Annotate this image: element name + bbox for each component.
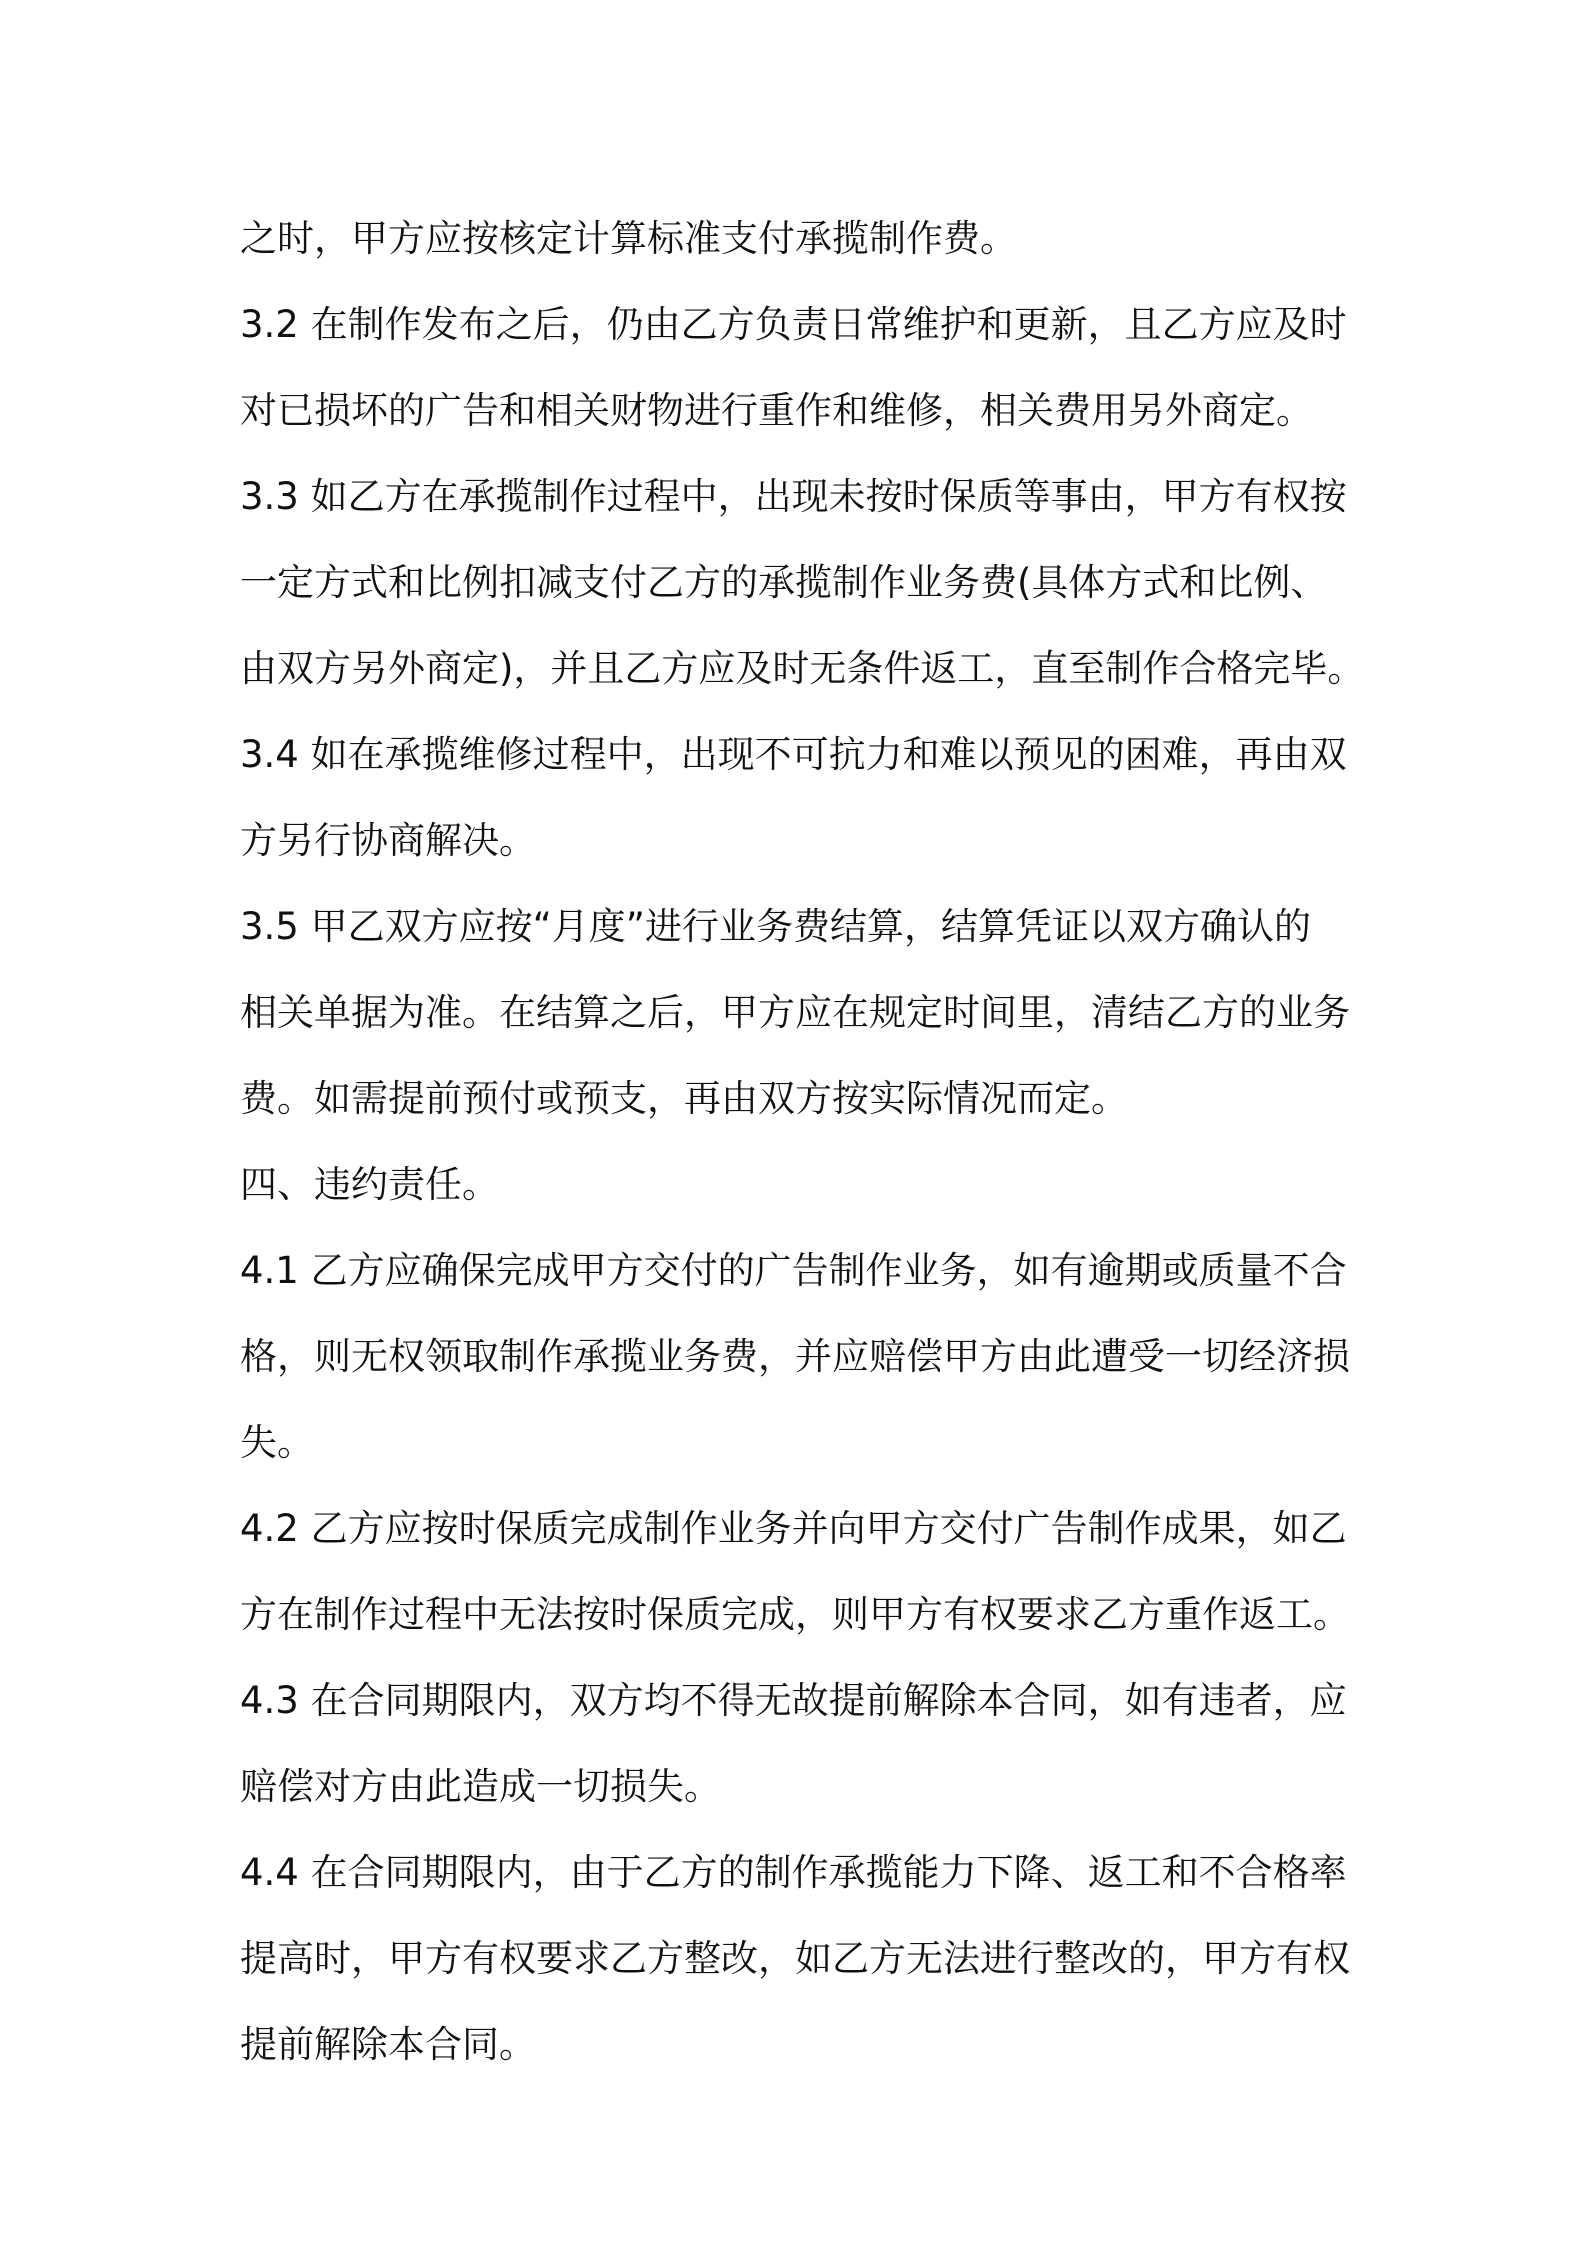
text-line-10: 相关单据为准。在结算之后，甲方应在规定时间里，清结乙方的业务 [240,991,1350,1034]
text-line-16: 4.2 乙方应按时保质完成制作业务并向甲方交付广告制作成果，如乙 [240,1507,1347,1550]
text-line-22: 提前解除本合同。 [240,2023,536,2066]
text-line-9: 3.5 甲乙双方应按“月度”进行业务费结算，结算凭证以双方确认的 [240,905,1311,948]
text-line-19: 赔偿对方由此造成一切损失。 [240,1765,721,1808]
text-line-3: 对已损坏的广告和相关财物进行重作和维修，相关费用另外商定。 [240,389,1313,432]
text-line-18: 4.3 在合同期限内，双方均不得无故提前解除本合同，如有违者，应 [240,1679,1347,1722]
text-line-6: 由双方另外商定)，并且乙方应及时无条件返工，直至制作合格完毕。 [240,647,1365,690]
text-line-20: 4.4 在合同期限内，由于乙方的制作承揽能力下降、返工和不合格率 [240,1851,1347,1894]
text-line-13: 4.1 乙方应确保完成甲方交付的广告制作业务，如有逾期或质量不合 [240,1249,1347,1292]
text-line-2: 3.2 在制作发布之后，仍由乙方负责日常维护和更新，且乙方应及时 [240,303,1347,346]
text-line-1: 之时，甲方应按核定计算标准支付承揽制作费。 [240,217,1017,260]
text-line-11: 费。如需提前预付或预支，再由双方按实际情况而定。 [240,1077,1128,1120]
text-line-21: 提高时，甲方有权要求乙方整改，如乙方无法进行整改的，甲方有权 [240,1937,1350,1980]
text-line-17: 方在制作过程中无法按时保质完成，则甲方有权要求乙方重作返工。 [240,1593,1350,1636]
text-line-7: 3.4 如在承揽维修过程中，出现不可抗力和难以预见的困难，再由双 [240,733,1347,776]
text-line-15: 失。 [240,1421,314,1464]
text-line-5: 一定方式和比例扣减支付乙方的承揽制作业务费(具体方式和比例、 [240,561,1328,604]
section-heading-4: 四、违约责任。 [240,1163,499,1206]
text-line-14: 格，则无权领取制作承揽业务费，并应赔偿甲方由此遭受一切经济损 [240,1335,1350,1378]
document-body [240,196,1365,2088]
text-line-8: 方另行协商解决。 [240,819,536,862]
text-line-4: 3.3 如乙方在承揽制作过程中，出现未按时保质等事由，甲方有权按 [240,475,1347,518]
